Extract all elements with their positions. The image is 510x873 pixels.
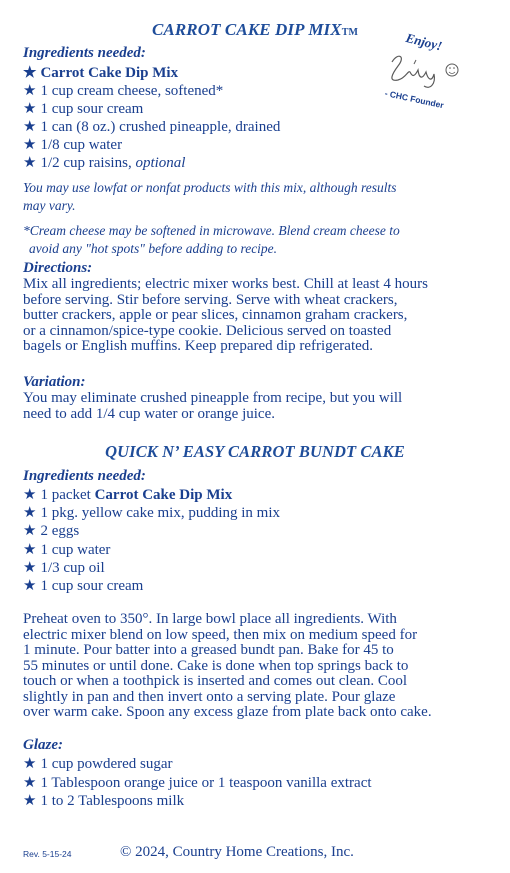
- glaze-row: [23, 792, 184, 810]
- star-icon: ★: [23, 505, 37, 521]
- ingredient-row: [23, 559, 105, 577]
- ingredient-row: [23, 64, 178, 82]
- glaze-heading: Glaze:: [23, 737, 63, 753]
- star-icon: ★: [23, 756, 37, 772]
- star-icon: ★: [23, 523, 37, 539]
- note-line: *Cream cheese may be softened in microwave. Blend cream cheese to: [23, 223, 400, 238]
- directions-line: before serving. Stir before serving. Serve with wheat crackers,: [23, 291, 398, 308]
- ingredient-text: 1 can (8 oz.) crushed pineapple, drained: [40, 119, 281, 135]
- ingredient-text: 1/2 cup raisins,: [40, 155, 136, 171]
- ingredients-heading-1: Ingredients needed:: [23, 45, 146, 61]
- ingredient-text: 1/3 cup oil: [40, 560, 105, 576]
- ingredients-heading-2: Ingredients needed:: [23, 468, 146, 484]
- ingredient-text: Carrot Cake Dip Mix: [40, 65, 179, 81]
- ingredient-row: [23, 118, 280, 136]
- directions-line: bagels or English muffins. Keep prepared dip refrigerated.: [23, 338, 374, 354]
- glaze-text: 1 Tablespoon orange juice or 1 teaspoon vanilla extract: [40, 775, 372, 791]
- founder-label: - CHC Founder: [383, 88, 445, 111]
- directions-text: [23, 277, 493, 355]
- recipe2-title: QUICK N’ EASY CARROT BUNDT CAKE: [105, 442, 405, 461]
- optional-label: optional: [135, 155, 186, 171]
- glaze-text: 1 to 2 Tablespoons milk: [40, 793, 185, 809]
- founder-signature: [384, 50, 464, 90]
- star-icon: ★: [23, 578, 37, 594]
- bundt-instructions: [23, 612, 493, 721]
- note-line: You may use lowfat or nonfat products with this mix, although results: [23, 180, 397, 195]
- recipe1-title-text: CARROT CAKE DIP MIX: [151, 20, 342, 39]
- enjoy-text: Enjoy!: [404, 30, 444, 54]
- instructions-line: 55 minutes or until done. Cake is done when top springs back to: [23, 657, 409, 674]
- ingredient-row: [23, 504, 280, 522]
- ingredient-text: 1 pkg. yellow cake mix, pudding in mix: [40, 505, 281, 521]
- ingredient-text: 1 cup cream cheese, softened*: [40, 83, 224, 99]
- ingredient-row: [23, 136, 122, 154]
- revision-date: Rev. 5-15-24: [23, 849, 72, 859]
- ingredient-text: 1 cup sour cream: [40, 101, 144, 117]
- star-icon: ★: [23, 101, 37, 117]
- variation-text: [23, 391, 493, 422]
- ingredient-row: [23, 486, 232, 504]
- trademark-mark: TM: [341, 27, 359, 38]
- variation-heading: Variation:: [23, 374, 86, 390]
- ingredient-row: [23, 82, 223, 100]
- ingredient-row: [23, 100, 143, 118]
- directions-line: or a cinnamon/spice-type cookie. Delicious served on toasted: [23, 322, 392, 339]
- directions-heading: Directions:: [23, 260, 93, 276]
- note-line: may vary.: [23, 198, 76, 213]
- instructions-line: Preheat oven to 350°. In large bowl place all ingredients. With: [23, 611, 397, 627]
- star-icon: ★: [23, 155, 37, 171]
- star-icon: ★: [23, 793, 37, 809]
- instructions-line: touch or when a toothpick is inserted and comes out clean. Cool: [23, 673, 408, 689]
- ingredient-text: 1 cup sour cream: [40, 578, 144, 594]
- note-line: avoid any "hot spots" before adding to recipe.: [29, 241, 278, 256]
- ingredient-row: [23, 577, 143, 595]
- copyright: © 2024, Country Home Creations, Inc.: [120, 844, 354, 860]
- star-icon: ★: [23, 487, 37, 503]
- directions-line: butter crackers, apple or pear slices, cinnamon graham crackers,: [23, 307, 408, 323]
- variation-line: You may eliminate crushed pineapple from recipe, but you will: [23, 390, 403, 406]
- ingredient-row: [23, 154, 185, 172]
- star-icon: ★: [23, 137, 37, 153]
- instructions-line: electric mixer blend on low speed, then mix on medium speed for: [23, 626, 418, 643]
- star-icon: ★: [23, 119, 37, 135]
- ingredient-row: [23, 522, 79, 540]
- glaze-row: [23, 774, 372, 792]
- glaze-text: 1 cup powdered sugar: [40, 756, 173, 772]
- ingredient-text: 1 cup water: [40, 542, 111, 558]
- variation-line: need to add 1/4 cup water or orange juice.: [23, 405, 275, 422]
- ingredient-text: 1 packet: [40, 487, 95, 503]
- ingredient-product-name: Carrot Cake Dip Mix: [94, 487, 233, 503]
- lowfat-note: [23, 179, 397, 215]
- glaze-row: [23, 755, 173, 773]
- instructions-line: 1 minute. Pour batter into a greased bundt pan. Bake for 45 to: [23, 642, 394, 658]
- ingredient-text: 2 eggs: [40, 523, 80, 539]
- ingredient-row: [23, 541, 110, 559]
- ingredient-text: 1/8 cup water: [40, 137, 123, 153]
- cream-cheese-note: [23, 222, 400, 258]
- instructions-line: over warm cake. Spoon any excess glaze from plate back onto cake.: [23, 704, 432, 720]
- star-icon: ★: [23, 560, 37, 576]
- instructions-line: slightly in pan and then invert onto a serving plate. Pour glaze: [23, 688, 396, 705]
- directions-line: Mix all ingredients; electric mixer works best. Chill at least 4 hours: [23, 276, 428, 292]
- star-icon: ★: [23, 775, 37, 791]
- star-icon: ★: [23, 542, 37, 558]
- star-icon: ★: [23, 83, 37, 99]
- star-icon: ★: [23, 65, 37, 81]
